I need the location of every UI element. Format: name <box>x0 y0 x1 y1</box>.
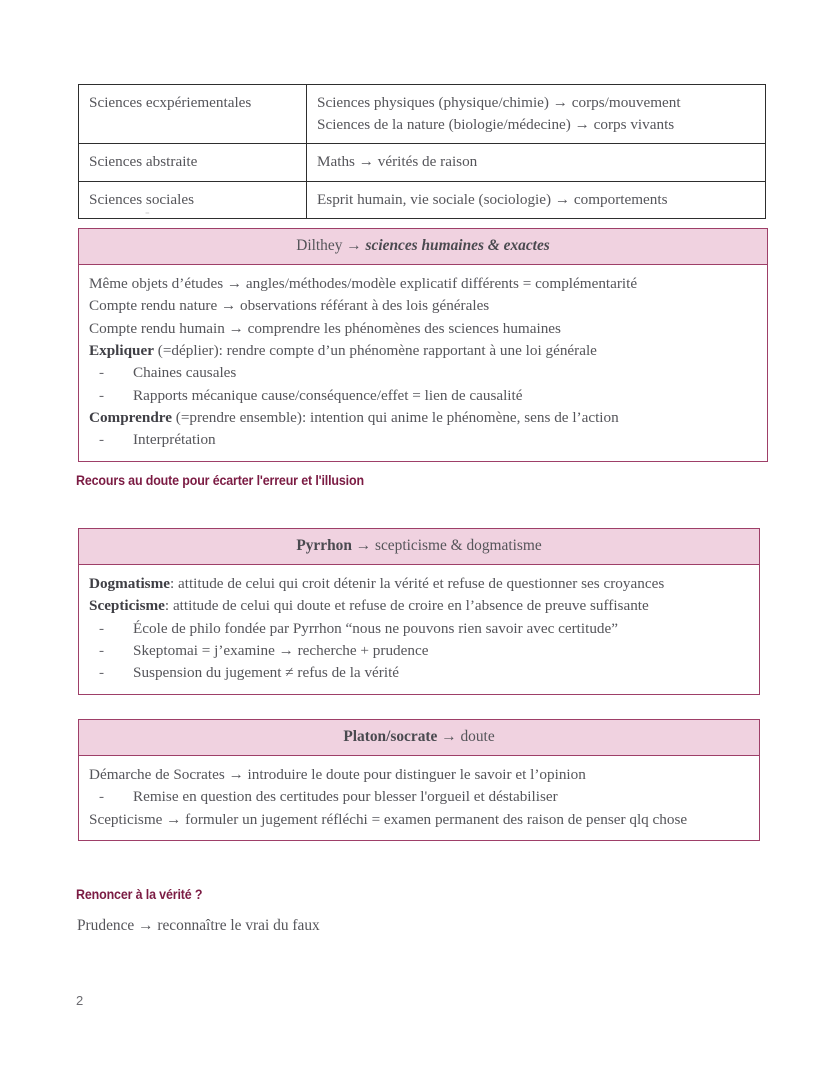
scepticisme-line <box>89 595 749 617</box>
section-heading-renoncer: Renoncer à la vérité ? <box>76 887 203 902</box>
scepticisme-rest: : attitude de celui qui doute et refuse de croire en l’absence de preuve suffisante <box>164 597 649 615</box>
table-row <box>79 181 766 219</box>
platon-header-rest: → doute <box>437 728 495 745</box>
dash-bullet-icon: - <box>99 788 105 806</box>
list-item-label: Rapports mécanique cause/conséquence/effet = lien de causalité <box>133 386 523 404</box>
table-cell-line: Esprit humain, vie sociale (sociologie) → comportements <box>317 190 668 208</box>
dash-bullet-icon: - <box>99 664 105 682</box>
arrow-icon: → <box>346 237 362 254</box>
table-row <box>79 144 766 182</box>
pyrrhon-box-header <box>79 529 759 565</box>
platon-line: Scepticisme → formuler un jugement réfléchi = examen permanent des raison de penser qlq chose <box>89 810 688 828</box>
list-item <box>89 786 749 808</box>
page-number: 2 <box>76 993 84 1008</box>
dash-bullet-icon: - <box>99 386 105 404</box>
table-cell-value <box>307 181 766 219</box>
list-item-label: Suspension du jugement ≠ refus de la vérité <box>133 664 400 682</box>
table-cell-line: Sciences de la nature (biologie/médecine) → corps vivants <box>317 115 675 133</box>
comprendre-rest: (=prendre ensemble): intention qui anime le phénomène, sens de l’action <box>171 409 619 427</box>
list-item <box>89 362 757 384</box>
dilthey-expliquer-line <box>89 340 757 362</box>
platon-socrate-box <box>78 719 760 841</box>
dilthey-box-body <box>79 265 767 461</box>
table-cell-label: Sciences ecxpériementales <box>79 85 307 144</box>
list-item-label: Interprétation <box>133 431 216 449</box>
dilthey-comprendre-line <box>89 407 757 429</box>
platon-box-body <box>79 756 759 840</box>
stray-hyphen-artifact: - <box>145 205 150 220</box>
dilthey-header-name: Dilthey <box>296 237 343 254</box>
dilthey-header-topic: sciences humaines & exactes <box>365 237 550 254</box>
list-item-label: Skeptomai = j’examine → recherche + prudence <box>133 642 429 660</box>
table-cell-label: Sciences sociales <box>79 181 307 219</box>
section-heading-recours-au-doute: Recours au doute pour écarter l'erreur et l'illusion <box>76 473 364 488</box>
list-item <box>89 662 749 684</box>
list-item <box>89 640 749 662</box>
expliquer-lead: Expliquer <box>89 342 154 360</box>
pyrrhon-header-rest: → scepticisme & dogmatisme <box>351 537 542 554</box>
table-row <box>79 85 766 144</box>
list-item <box>89 618 749 640</box>
prudence-line: Prudence → reconnaître le vrai du faux <box>77 917 320 934</box>
list-item <box>89 429 757 451</box>
table-cell-value <box>307 144 766 182</box>
comprendre-lead: Comprendre <box>89 409 172 427</box>
dilthey-line: Même objets d’études → angles/méthodes/modèle explicatif différents = complémentarité <box>89 275 638 293</box>
dogmatisme-line <box>89 573 749 595</box>
platon-header-name: Platon/socrate <box>343 728 438 745</box>
pyrrhon-box-body <box>79 565 759 694</box>
expliquer-rest: (=déplier): rendre compte d’un phénomène rapportant à une loi générale <box>154 342 597 360</box>
table-cell-line: Maths → vérités de raison <box>317 153 478 171</box>
dogmatisme-lead: Dogmatisme <box>89 575 170 593</box>
dash-bullet-icon: - <box>99 431 105 449</box>
platon-box-header <box>79 720 759 756</box>
pyrrhon-box <box>78 528 760 695</box>
table-cell-value <box>307 85 766 144</box>
list-item-label: Remise en question des certitudes pour blesser l'orgueil et déstabiliser <box>133 788 558 806</box>
dilthey-box-header <box>79 229 767 265</box>
pyrrhon-header-name: Pyrrhon <box>296 537 352 554</box>
dilthey-box <box>78 228 768 462</box>
table-cell-line: Sciences physiques (physique/chimie) → corps/mouvement <box>317 94 681 111</box>
dilthey-line: Compte rendu humain → comprendre les phénomènes des sciences humaines <box>89 319 561 337</box>
platon-line: Démarche de Socrates → introduire le doute pour distinguer le savoir et l’opinion <box>89 766 586 784</box>
sciences-classification-table <box>78 84 766 219</box>
dash-bullet-icon: - <box>99 364 105 382</box>
dilthey-line: Compte rendu nature → observations référant à des lois générales <box>89 297 490 315</box>
dash-bullet-icon: - <box>99 619 105 637</box>
dogmatisme-rest: : attitude de celui qui croit détenir la vérité et refuse de questionner ses croyances <box>169 575 665 593</box>
scepticisme-lead: Scepticisme <box>89 597 165 615</box>
list-item <box>89 385 757 407</box>
list-item-label: École de philo fondée par Pyrrhon “nous ne pouvons rien savoir avec certitude” <box>133 619 618 637</box>
table-cell-label: Sciences abstraite <box>79 144 307 182</box>
dash-bullet-icon: - <box>99 642 105 660</box>
list-item-label: Chaines causales <box>133 364 237 382</box>
